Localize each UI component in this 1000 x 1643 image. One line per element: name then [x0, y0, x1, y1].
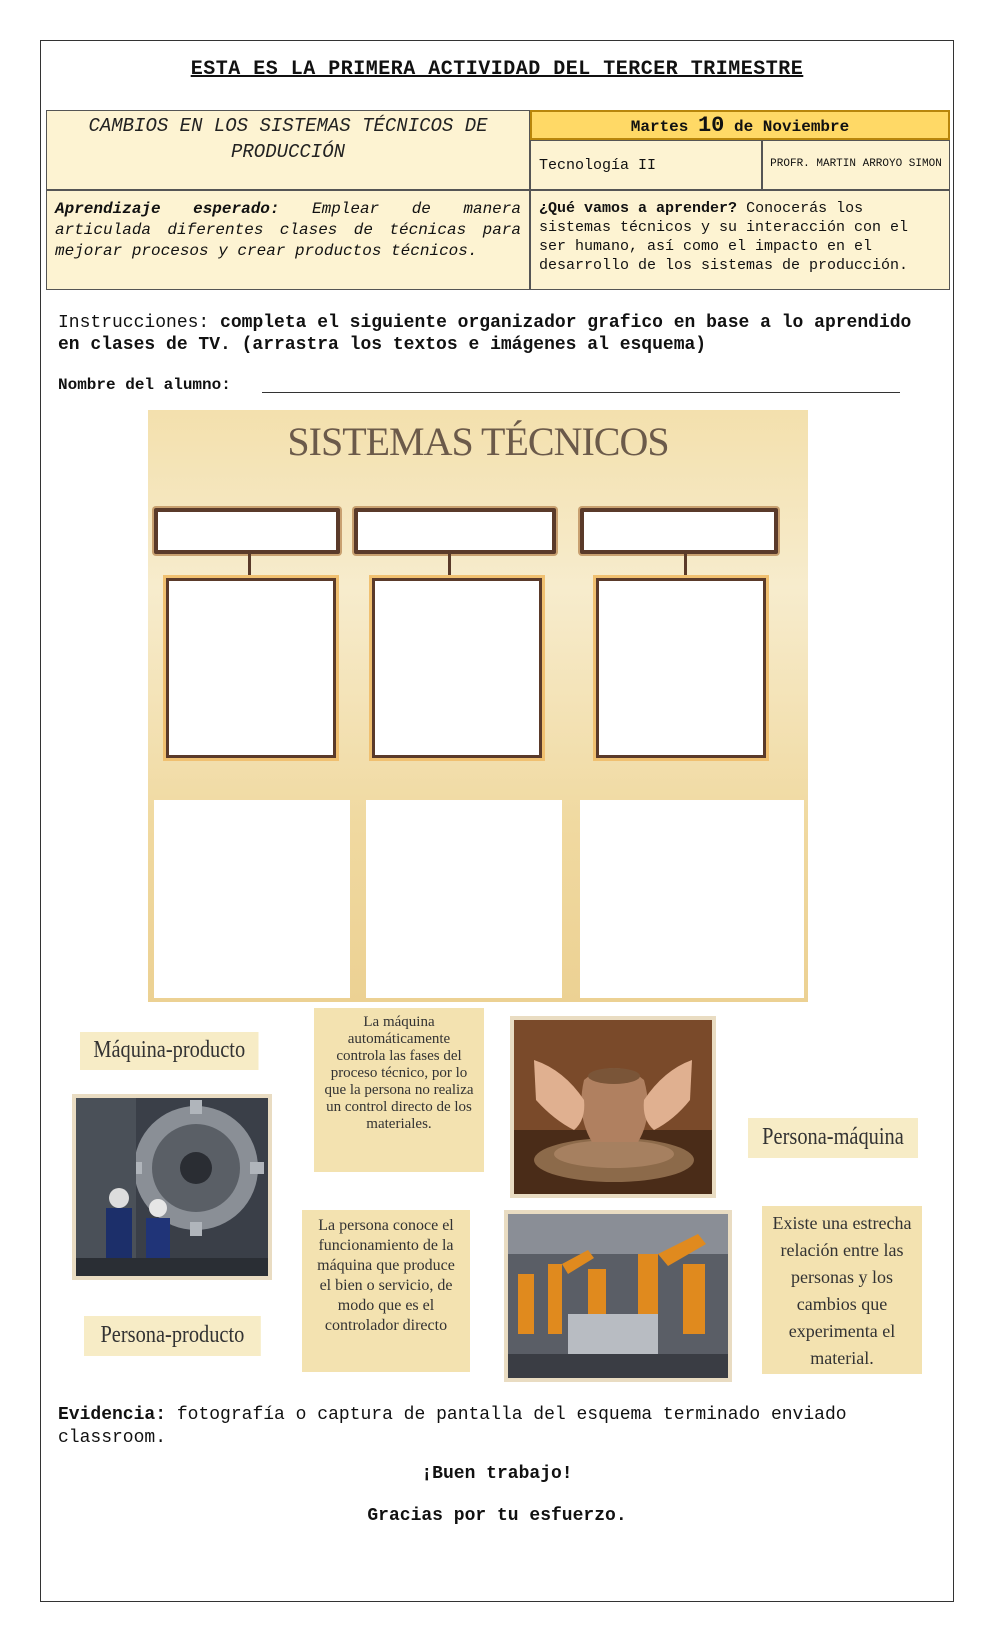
- instructions: [58, 312, 938, 356]
- drop-header-3[interactable]: [580, 508, 778, 554]
- aprendizaje-cell: [46, 190, 530, 290]
- que-aprender-text: Conocerás los sistemas técnicos y su interacción con el ser humano, así como el impacto en el desarrollo de los sistemas de producción.: [539, 200, 909, 274]
- piece-label-persona-maquina[interactable]: Persona-máquina: [748, 1118, 918, 1158]
- organizer-diagram: [148, 410, 808, 1002]
- drop-text-2[interactable]: [366, 800, 562, 998]
- instructions-label: Instrucciones:: [58, 313, 210, 333]
- instructions-text: completa el siguiente organizador grafico en base a lo aprendido en clases de TV. (arrastra los textos e imágenes al esquema): [58, 313, 912, 355]
- drop-text-3[interactable]: [580, 800, 804, 998]
- evidence: [58, 1404, 942, 1450]
- student-name-label: Nombre del alumno:: [58, 376, 231, 394]
- piece-label-persona-producto[interactable]: Persona-producto: [84, 1316, 261, 1356]
- drop-image-1[interactable]: [166, 578, 336, 758]
- drop-image-2[interactable]: [372, 578, 542, 758]
- organizer-title: SISTEMAS TÉCNICOS: [287, 419, 669, 464]
- page-title: ESTA ES LA PRIMERA ACTIVIDAD DEL TERCER TRIMESTRE: [190, 58, 804, 81]
- que-aprender-label: ¿Qué vamos a aprender?: [539, 200, 738, 217]
- gears-image: [76, 1098, 268, 1276]
- evidence-text: fotografía o captura de pantalla del esquema terminado enviado classroom.: [58, 1405, 847, 1448]
- drop-header-1[interactable]: [154, 508, 340, 554]
- closing-good-work: ¡Buen trabajo!: [421, 1464, 573, 1484]
- date-month: de Noviembre: [734, 118, 850, 136]
- topic-cell: CAMBIOS EN LOS SISTEMAS TÉCNICOS DE PRODUCCIÓN: [46, 110, 530, 190]
- header-table: [46, 110, 950, 290]
- pottery-photo[interactable]: [510, 1016, 716, 1198]
- student-name-line[interactable]: [262, 392, 900, 393]
- subject-cell: Tecnología II: [530, 140, 762, 190]
- date-day: 10: [697, 113, 725, 138]
- connector-3: [684, 554, 687, 578]
- connector-2: [448, 554, 451, 578]
- connector-1: [248, 554, 251, 578]
- que-aprender-cell: [530, 190, 950, 290]
- robots-photo[interactable]: [504, 1210, 732, 1382]
- drop-text-1[interactable]: [154, 800, 350, 998]
- piece-label-maquina-producto[interactable]: Máquina-producto: [80, 1032, 259, 1070]
- aprendizaje-text: Emplear de manera articulada diferentes clases de técnicas para mejorar procesos y crear productos técnicos.: [55, 200, 521, 260]
- date-weekday: Martes: [630, 118, 689, 136]
- pottery-image: [514, 1020, 712, 1194]
- drop-image-3[interactable]: [596, 578, 766, 758]
- closing-thanks: Gracias por tu esfuerzo.: [367, 1506, 627, 1526]
- aprendizaje-label: Aprendizaje esperado:: [55, 200, 280, 218]
- gears-workers-photo[interactable]: [72, 1094, 272, 1280]
- drop-header-2[interactable]: [354, 508, 556, 554]
- date-cell: [530, 110, 950, 140]
- piece-text-maquina-automatica[interactable]: La máquina automáticamente controla las fases del proceso técnico, por lo que la persona no realiza un control directo de los materiales.: [314, 1008, 484, 1172]
- evidence-label: Evidencia:: [58, 1405, 167, 1425]
- robots-image: [508, 1214, 728, 1378]
- teacher-cell: PROFR. MARTIN ARROYO SIMON: [762, 140, 950, 190]
- piece-text-persona-conoce[interactable]: La persona conoce el funcionamiento de la máquina que produce el bien o servicio, de modo que es el controlador directo: [302, 1210, 470, 1372]
- piece-text-estrecha-relacion[interactable]: Existe una estrecha relación entre las personas y los cambios que experimenta el material.: [762, 1206, 922, 1374]
